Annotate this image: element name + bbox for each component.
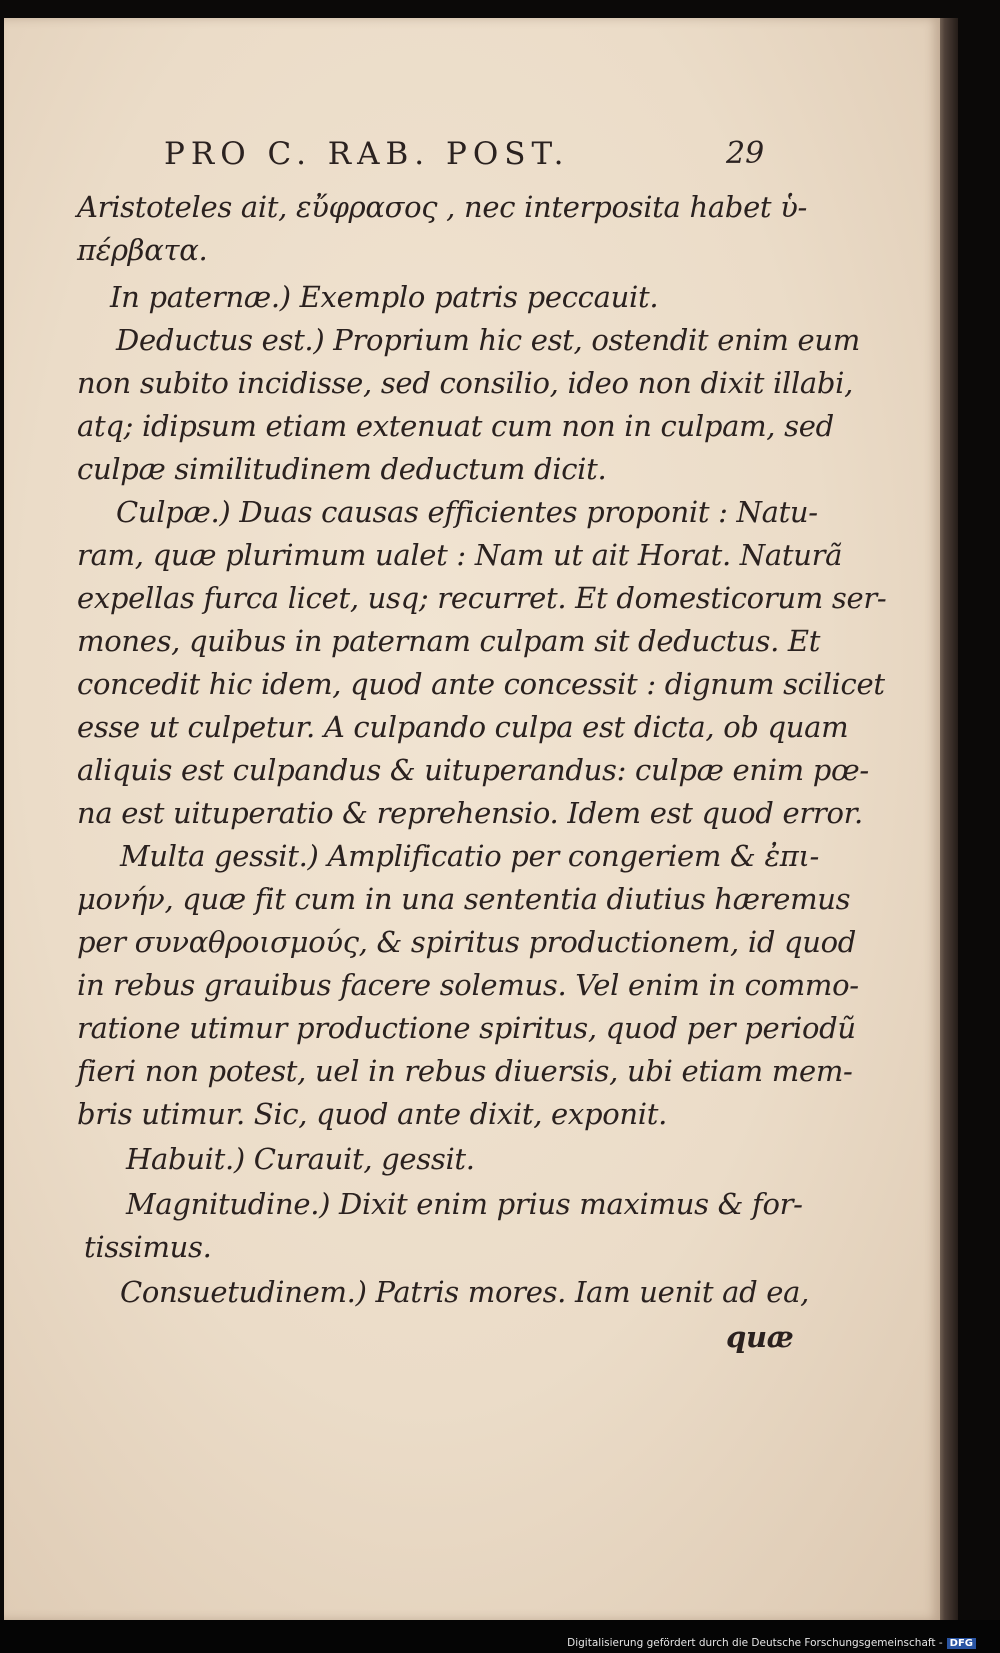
text-line: Aristoteles ait, εὔφρασος , nec interposita habet ὑ- (77, 190, 808, 224)
text-line: esse ut culpetur. A culpando culpa est dicta, ob quam (77, 710, 849, 744)
text-line: per συναθροισμούς, & spiritus productionem, id quod (77, 925, 857, 959)
footer-band (0, 1620, 1000, 1653)
text-line: πέρβατα. (77, 233, 208, 267)
text-line: bris utimur. Sic, quod ante dixit, exponit. (77, 1097, 668, 1131)
text-line: non subito incidisse, sed consilio, ideo non dixit illabi, (77, 366, 854, 400)
text-line: In paternæ.) Exemplo patris peccauit. (110, 280, 659, 314)
page-number: 29 (726, 136, 765, 171)
text-line: aliquis est culpandus & uituperandus: culpæ enim pœ- (77, 753, 869, 787)
text-line: in rebus grauibus facere solemus. Vel enim in commo- (77, 968, 859, 1002)
text-line: mones, quibus in paternam culpam sit deductus. Et (77, 624, 821, 658)
text-line: Culpæ.) Duas causas efficientes proponit : Natu- (116, 495, 818, 529)
running-title: PRO C. RAB. POST. (164, 136, 570, 172)
text-line: Consuetudinem.) Patris mores. Iam uenit ad ea, (120, 1275, 810, 1309)
text-line: tissimus. (84, 1230, 212, 1264)
book-page (4, 18, 940, 1620)
dfg-logo: DFG (947, 1638, 976, 1649)
catchword: quæ (726, 1320, 794, 1354)
text-line: Multa gessit.) Amplificatio per congeriem & ἐπι- (120, 839, 820, 873)
text-line: na est uituperatio & reprehensio. Idem est quod error. (77, 796, 863, 830)
text-line: ram, quæ plurimum ualet : Nam ut ait Horat. Naturã (77, 538, 843, 572)
running-header (4, 136, 940, 176)
text-line: fieri non potest, uel in rebus diuersis, ubi etiam mem- (77, 1054, 853, 1088)
text-line: atq; idipsum etiam extenuat cum non in culpam, sed (77, 409, 834, 443)
text-line: Magnitudine.) Dixit enim prius maximus & for- (126, 1187, 803, 1221)
digitization-credit (567, 1637, 976, 1649)
text-line: Deductus est.) Proprium hic est, ostendit enim eum (116, 323, 860, 357)
credit-text: Digitalisierung gefördert durch die Deutsche Forschungsgemeinschaft - (567, 1637, 943, 1649)
text-line: ratione utimur productione spiritus, quod per periodũ (77, 1011, 856, 1045)
text-line: Habuit.) Curauit, gessit. (126, 1142, 475, 1176)
text-line: expellas furca licet, usq; recurret. Et domesticorum ser- (77, 581, 887, 615)
text-line: μονήν, quæ fit cum in una sententia diutius hæremus (77, 882, 851, 916)
text-line: concedit hic idem, quod ante concessit : dignum scilicet (77, 667, 885, 701)
text-line: culpæ similitudinem deductum dicit. (77, 452, 607, 486)
